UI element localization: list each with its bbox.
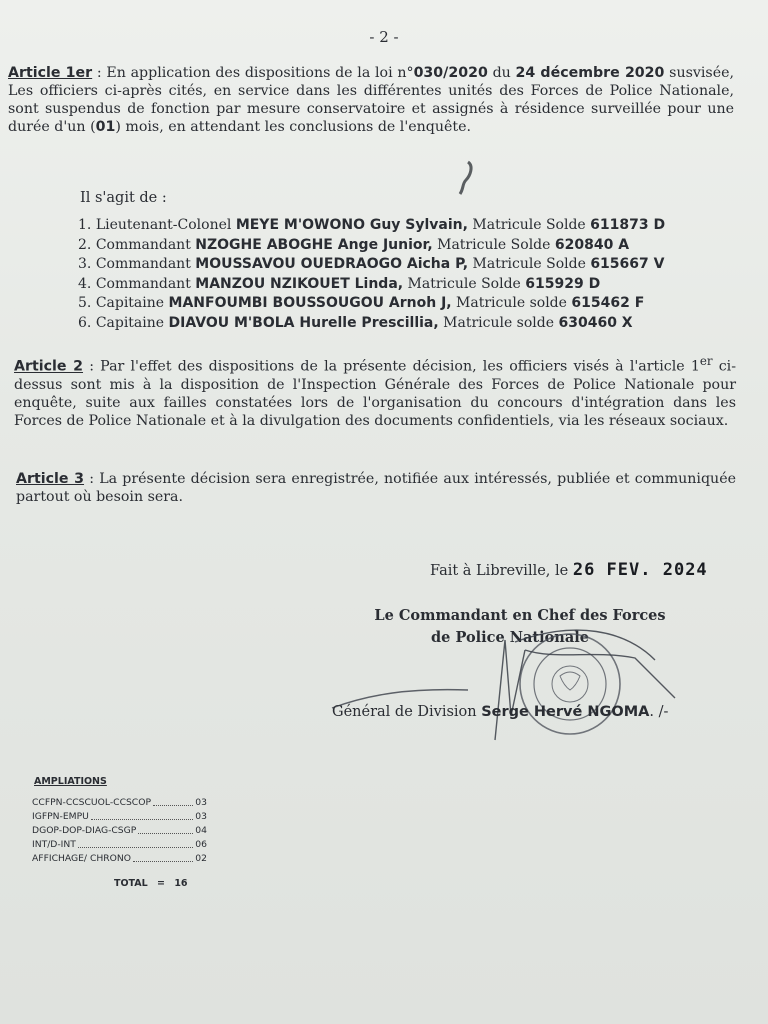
law-date: 24 décembre 2020 xyxy=(515,65,665,81)
ampliation-count: 04 xyxy=(195,825,207,836)
officer-rank: Commandant xyxy=(95,275,196,292)
ampliation-count: 06 xyxy=(195,839,207,850)
signatory-name: Serge Hervé NGOMA xyxy=(481,704,650,720)
officer-number: 1. xyxy=(78,217,92,233)
matricule-label: Matricule Solde xyxy=(467,217,591,233)
article-2-text-a: : Par l'effet des dispositions de la présente décision, les officiers visés à l'article 1 xyxy=(83,358,700,375)
article-3-label: Article 3 xyxy=(16,471,85,487)
officer-name: MEYE M'OWONO Guy Sylvain, xyxy=(235,217,468,233)
ampliation-name: CCFPN-CCSCUOL-CCSCOP xyxy=(32,797,151,808)
list-item xyxy=(32,852,207,866)
page-number: - 2 - xyxy=(369,28,399,46)
list-item xyxy=(78,255,738,275)
law-number: 030/2020 xyxy=(413,65,488,81)
leader-dots xyxy=(133,852,193,862)
leader-dots xyxy=(78,838,193,848)
article-2 xyxy=(14,352,736,430)
signatory-name-line xyxy=(332,704,668,720)
article-2-label: Article 2 xyxy=(14,358,84,375)
list-item xyxy=(78,314,738,334)
officers-intro: Il s'agit de : xyxy=(80,190,167,206)
officer-rank: Commandant xyxy=(95,236,196,253)
ampliations-total xyxy=(114,878,188,889)
officer-name: MANFOUMBI BOUSSOUGOU Arnoh J, xyxy=(168,295,452,312)
article-1-text-d: ) mois, en attendant les conclusions de l'enquête. xyxy=(115,119,472,135)
officer-matricule: 630460 X xyxy=(558,314,633,331)
officer-name: NZOGHE ABOGHE Ange Junior, xyxy=(195,236,433,253)
ampliation-count: 03 xyxy=(195,811,207,822)
signatory-suffix: . /- xyxy=(649,704,669,720)
signatory-rank: Général de Division xyxy=(332,704,482,720)
ampliation-name: IGFPN-EMPU xyxy=(32,811,89,822)
officer-name: MOUSSAVOU OUEDRAOGO Aicha P, xyxy=(195,256,469,273)
list-item xyxy=(78,275,738,295)
officer-rank: Commandant xyxy=(95,256,196,273)
leader-dots xyxy=(138,824,193,834)
article-1-label: Article 1er xyxy=(8,65,93,81)
list-item xyxy=(78,216,738,236)
total-value: 16 xyxy=(174,878,188,889)
officer-number: 3. xyxy=(78,256,92,273)
officer-matricule: 615929 D xyxy=(525,275,601,292)
ink-mark-icon xyxy=(452,158,482,198)
matricule-label: Matricule Solde xyxy=(468,256,591,273)
officer-matricule: 620840 A xyxy=(554,236,630,253)
signatory-title-line-1: Le Commandant en Chef des Forces xyxy=(374,607,666,624)
total-label: TOTAL xyxy=(114,878,148,889)
article-3 xyxy=(16,470,736,506)
ampliation-name: INT/D-INT xyxy=(32,839,76,850)
list-item xyxy=(32,796,207,810)
handwritten-date: 26 FEV. 2024 xyxy=(572,560,708,580)
officer-name: MANZOU NZIKOUET Linda, xyxy=(195,275,404,292)
article-1-text-a: : En application des dispositions de la loi n° xyxy=(92,65,414,81)
suspension-duration: 01 xyxy=(95,119,116,135)
officer-matricule: 611873 D xyxy=(590,217,666,233)
article-1 xyxy=(8,64,734,136)
article-1-text-c: susvisée, Les officiers ci-après cités, en service dans les différentes unités des Forces de Police Nationale, sont suspendus de fonction par mesure conservatoire et assignés à résidence surveillée pour une durée d'un ( xyxy=(8,65,734,135)
list-item xyxy=(78,236,738,256)
ampliation-count: 02 xyxy=(195,853,207,864)
officer-rank: Capitaine xyxy=(95,295,169,312)
ampliation-count: 03 xyxy=(195,797,207,808)
officer-number: 6. xyxy=(78,314,92,331)
leader-dots xyxy=(91,810,193,820)
article-2-sup: er xyxy=(699,354,713,368)
article-2-text-b: ci-dessus sont mis à la disposition de l'Inspection Générale des Forces de Police Nationale pour enquête, suite aux failles constatées lors de l'organisation du concours d'intégration dans les Forces de Police Nationale et à la divulgation des documents confidentiels, via les réseaux sociaux. xyxy=(14,358,736,429)
matricule-label: Matricule Solde xyxy=(432,236,555,253)
ampliation-name: AFFICHAGE/ CHRONO xyxy=(32,853,131,864)
officer-number: 5. xyxy=(78,295,92,312)
matricule-label: Matricule solde xyxy=(438,314,559,331)
officer-rank: Capitaine xyxy=(95,314,169,331)
matricule-label: Matricule solde xyxy=(451,295,572,312)
matricule-label: Matricule Solde xyxy=(403,275,526,292)
leader-dots xyxy=(153,796,193,806)
date-line xyxy=(430,560,708,580)
article-1-text-b: du xyxy=(487,65,516,81)
officers-list xyxy=(78,216,738,334)
officer-matricule: 615667 V xyxy=(590,256,665,273)
list-item xyxy=(32,824,207,838)
article-3-text: : La présente décision sera enregistrée, notifiée aux intéressés, publiée et communiquée partout où besoin sera. xyxy=(16,471,736,505)
ampliations-list xyxy=(32,796,207,866)
list-item xyxy=(32,838,207,852)
signatory-title-line-2: de Police Nationale xyxy=(431,629,589,646)
official-stamp-icon xyxy=(485,620,685,750)
ampliation-name: DGOP-DOP-DIAG-CSGP xyxy=(32,825,137,836)
ampliations-heading: AMPLIATIONS xyxy=(34,776,107,787)
officer-matricule: 615462 F xyxy=(571,295,645,312)
fait-label: Fait à Libreville, le xyxy=(430,563,573,579)
officer-number: 4. xyxy=(78,275,92,292)
list-item xyxy=(78,294,738,314)
list-item xyxy=(32,810,207,824)
officer-rank: Lieutenant-Colonel xyxy=(95,217,236,233)
officer-number: 2. xyxy=(78,236,92,253)
total-equals: = xyxy=(157,878,165,889)
officer-name: DIAVOU M'BOLA Hurelle Prescillia, xyxy=(168,314,439,331)
